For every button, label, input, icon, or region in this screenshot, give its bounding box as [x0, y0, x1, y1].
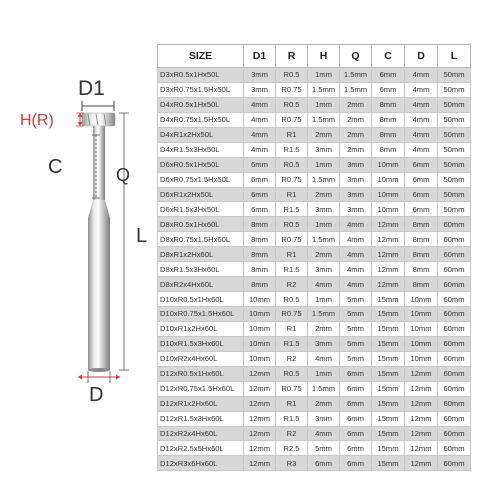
cell-d1: 3mm: [244, 82, 276, 97]
cell-d1: 10mm: [244, 307, 276, 322]
cell-c: 15mm: [372, 366, 405, 381]
cell-d1: 4mm: [244, 112, 276, 127]
cell-size: D12xR0.75x1.5Hx60L: [158, 381, 244, 396]
cell-q: 3mm: [340, 172, 372, 187]
cell-d: 6mm: [405, 157, 438, 172]
cell-d1: 6mm: [244, 202, 276, 217]
cell-r: R1: [276, 321, 308, 336]
cell-l: 60mm: [438, 396, 471, 411]
cell-c: 8mm: [372, 97, 405, 112]
cell-r: R1.5: [276, 142, 308, 157]
cell-q: 3mm: [340, 202, 372, 217]
cell-c: 12mm: [372, 232, 405, 247]
cell-q: 4mm: [340, 232, 372, 247]
cell-r: R0.5: [276, 217, 308, 232]
table-row: [158, 127, 471, 142]
table-row: [158, 112, 471, 127]
cell-l: 60mm: [438, 366, 471, 381]
table-row: [158, 366, 471, 381]
cell-d: 8mm: [405, 247, 438, 262]
cell-d: 4mm: [405, 112, 438, 127]
cell-r: R0.75: [276, 381, 308, 396]
cell-l: 60mm: [438, 307, 471, 322]
cell-d1: 12mm: [244, 441, 276, 456]
table-row: [158, 82, 471, 97]
cell-q: 2mm: [340, 127, 372, 142]
c-label: C: [48, 156, 63, 178]
cell-r: R2: [276, 351, 308, 366]
cell-l: 50mm: [438, 142, 471, 157]
tool-diagram: [0, 0, 160, 488]
cell-q: 2mm: [340, 142, 372, 157]
cell-q: 6mm: [340, 366, 372, 381]
table-row: [158, 232, 471, 247]
cell-d: 12mm: [405, 411, 438, 426]
cell-l: 50mm: [438, 187, 471, 202]
cell-h: 6mm: [308, 456, 340, 471]
cell-q: 1.5mm: [340, 82, 372, 97]
cell-size: D10xR0.75x1.5Hx60L: [158, 307, 244, 322]
cell-d: 8mm: [405, 217, 438, 232]
cell-size: D8xR0.75x1.5Hx60L: [158, 232, 244, 247]
cell-d: 12mm: [405, 396, 438, 411]
cell-h: 3mm: [308, 262, 340, 277]
cell-q: 2mm: [340, 97, 372, 112]
cell-d1: 8mm: [244, 262, 276, 277]
cell-h: 3mm: [308, 336, 340, 351]
header-d1: D1: [244, 45, 276, 68]
cell-c: 15mm: [372, 381, 405, 396]
cell-d1: 12mm: [244, 381, 276, 396]
header-c: C: [372, 45, 405, 68]
cell-l: 60mm: [438, 321, 471, 336]
header-l: L: [438, 45, 471, 68]
cell-c: 6mm: [372, 68, 405, 83]
cell-l: 60mm: [438, 247, 471, 262]
cell-c: 15mm: [372, 396, 405, 411]
cell-r: R1.5: [276, 262, 308, 277]
table-row: [158, 277, 471, 292]
cell-h: 1.5mm: [308, 307, 340, 322]
cell-h: 3mm: [308, 142, 340, 157]
table-row: [158, 351, 471, 366]
cell-l: 60mm: [438, 441, 471, 456]
cell-r: R0.75: [276, 232, 308, 247]
table-row: [158, 187, 471, 202]
header-d: D: [405, 45, 438, 68]
cell-d1: 12mm: [244, 426, 276, 441]
cell-d: 8mm: [405, 262, 438, 277]
cell-h: 2mm: [308, 396, 340, 411]
cell-h: 4mm: [308, 426, 340, 441]
cell-d1: 10mm: [244, 321, 276, 336]
cell-q: 3mm: [340, 157, 372, 172]
cell-d1: 8mm: [244, 247, 276, 262]
cell-l: 50mm: [438, 68, 471, 83]
cell-size: D8xR2x4Hx60L: [158, 277, 244, 292]
cell-h: 4mm: [308, 277, 340, 292]
table-row: [158, 336, 471, 351]
cell-r: R0.75: [276, 112, 308, 127]
cell-c: 10mm: [372, 172, 405, 187]
cell-c: 15mm: [372, 441, 405, 456]
cell-h: 2mm: [308, 187, 340, 202]
cell-d: 8mm: [405, 232, 438, 247]
cell-h: 1mm: [308, 97, 340, 112]
cell-d1: 10mm: [244, 351, 276, 366]
cell-l: 60mm: [438, 262, 471, 277]
cell-r: R2: [276, 426, 308, 441]
cell-q: 5mm: [340, 336, 372, 351]
cell-r: R1: [276, 396, 308, 411]
cell-c: 15mm: [372, 336, 405, 351]
cell-c: 15mm: [372, 307, 405, 322]
table-row: [158, 157, 471, 172]
cell-c: 12mm: [372, 262, 405, 277]
cell-q: 6mm: [340, 411, 372, 426]
cell-l: 60mm: [438, 232, 471, 247]
cutter-neck: [93, 126, 105, 200]
cell-d: 8mm: [405, 277, 438, 292]
table-body: [158, 68, 471, 471]
cell-size: D12xR2x4Hx60L: [158, 426, 244, 441]
cell-h: 1mm: [308, 217, 340, 232]
cell-l: 50mm: [438, 127, 471, 142]
cell-size: D12xR0.5x1Hx60L: [158, 366, 244, 381]
cell-d1: 12mm: [244, 366, 276, 381]
cell-d: 10mm: [405, 292, 438, 307]
cell-d: 10mm: [405, 307, 438, 322]
cell-r: R1: [276, 127, 308, 142]
cell-c: 8mm: [372, 142, 405, 157]
cell-d: 4mm: [405, 82, 438, 97]
cell-c: 10mm: [372, 202, 405, 217]
cell-size: D6xR0.75x1.5Hx50L: [158, 172, 244, 187]
cell-h: 1.5mm: [308, 82, 340, 97]
cell-l: 60mm: [438, 381, 471, 396]
cell-l: 60mm: [438, 351, 471, 366]
hr-label: H(R): [20, 112, 54, 129]
shank-end: [88, 368, 110, 372]
cell-d: 4mm: [405, 68, 438, 83]
cell-l: 50mm: [438, 97, 471, 112]
table-row: [158, 411, 471, 426]
cell-size: D12xR1x2Hx60L: [158, 396, 244, 411]
cell-size: D10xR2x4Hx60L: [158, 351, 244, 366]
header-size: SIZE: [158, 45, 244, 68]
cell-size: D3xR0.5x1Hx50L: [158, 68, 244, 83]
table-header-row: [158, 45, 471, 68]
cell-q: 4mm: [340, 262, 372, 277]
cell-l: 50mm: [438, 202, 471, 217]
cell-r: R1.5: [276, 336, 308, 351]
d1-dimension: [82, 101, 114, 111]
cell-l: 50mm: [438, 157, 471, 172]
cell-l: 60mm: [438, 277, 471, 292]
cell-l: 50mm: [438, 112, 471, 127]
cell-h: 1.5mm: [308, 172, 340, 187]
d-dimension: [78, 371, 120, 383]
cell-d1: 4mm: [244, 127, 276, 142]
cell-h: 2mm: [308, 127, 340, 142]
cell-q: 4mm: [340, 217, 372, 232]
cell-q: 5mm: [340, 321, 372, 336]
cutter-head: [82, 113, 115, 126]
cutter-taper: [88, 200, 110, 218]
table-row: [158, 217, 471, 232]
cell-r: R0.5: [276, 97, 308, 112]
cell-d1: 6mm: [244, 187, 276, 202]
cell-d: 6mm: [405, 172, 438, 187]
cell-l: 60mm: [438, 217, 471, 232]
cell-h: 1mm: [308, 68, 340, 83]
cell-r: R0.75: [276, 172, 308, 187]
cell-c: 10mm: [372, 187, 405, 202]
cell-r: R1.5: [276, 411, 308, 426]
size-table: [157, 44, 471, 471]
cell-r: R0.75: [276, 82, 308, 97]
cell-size: D12xR2.5x5Hx60L: [158, 441, 244, 456]
cell-h: 4mm: [308, 351, 340, 366]
cell-q: 6mm: [340, 441, 372, 456]
cell-size: D8xR1.5x3Hx60L: [158, 262, 244, 277]
cutter-shank: [88, 218, 110, 370]
table-row: [158, 172, 471, 187]
cell-h: 1mm: [308, 366, 340, 381]
cell-r: R0.75: [276, 307, 308, 322]
cell-l: 50mm: [438, 82, 471, 97]
cell-q: 5mm: [340, 292, 372, 307]
cell-q: 4mm: [340, 247, 372, 262]
cell-r: R0.5: [276, 366, 308, 381]
cell-c: 15mm: [372, 426, 405, 441]
cell-d1: 8mm: [244, 277, 276, 292]
cell-q: 2mm: [340, 112, 372, 127]
cell-c: 15mm: [372, 411, 405, 426]
cell-q: 6mm: [340, 381, 372, 396]
cell-size: D4xR0.75x1.5Hx50L: [158, 112, 244, 127]
cell-h: 3mm: [308, 411, 340, 426]
table-row: [158, 456, 471, 471]
cell-size: D4xR1.5x3Hx50L: [158, 142, 244, 157]
cell-size: D6xR1.5x3Hx50L: [158, 202, 244, 217]
cell-h: 1.5mm: [308, 112, 340, 127]
cell-h: 1.5mm: [308, 381, 340, 396]
cell-c: 8mm: [372, 112, 405, 127]
cell-r: R2: [276, 277, 308, 292]
table-row: [158, 396, 471, 411]
cell-size: D8xR0.5x1Hx60L: [158, 217, 244, 232]
header-r: R: [276, 45, 308, 68]
cell-size: D10xR0.5x1Hx60L: [158, 292, 244, 307]
table-row: [158, 97, 471, 112]
cell-l: 60mm: [438, 456, 471, 471]
cell-c: 6mm: [372, 82, 405, 97]
cell-q: 6mm: [340, 456, 372, 471]
d-label: D: [89, 384, 104, 406]
cell-c: 12mm: [372, 277, 405, 292]
cell-d: 12mm: [405, 426, 438, 441]
table-row: [158, 68, 471, 83]
table-row: [158, 247, 471, 262]
cell-size: D6xR0.5x1Hx50L: [158, 157, 244, 172]
q-label: Q: [116, 165, 131, 185]
cell-l: 60mm: [438, 411, 471, 426]
cell-q: 5mm: [340, 351, 372, 366]
cell-d: 12mm: [405, 441, 438, 456]
cell-d: 10mm: [405, 351, 438, 366]
table-row: [158, 292, 471, 307]
cell-size: D3xR0.75x1.5Hx50L: [158, 82, 244, 97]
table-row: [158, 307, 471, 322]
table-row: [158, 262, 471, 277]
cell-d1: 12mm: [244, 456, 276, 471]
cell-c: 8mm: [372, 127, 405, 142]
cell-d: 12mm: [405, 366, 438, 381]
cell-h: 2mm: [308, 321, 340, 336]
table-row: [158, 142, 471, 157]
cell-r: R3: [276, 456, 308, 471]
cell-d: 4mm: [405, 127, 438, 142]
d1-label: D1: [78, 77, 105, 100]
cell-d: 6mm: [405, 187, 438, 202]
cell-r: R1.5: [276, 202, 308, 217]
cell-d1: 4mm: [244, 97, 276, 112]
cell-d: 10mm: [405, 336, 438, 351]
cell-d1: 12mm: [244, 411, 276, 426]
cell-d1: 6mm: [244, 157, 276, 172]
cell-size: D4xR0.5x1Hx50L: [158, 97, 244, 112]
cell-size: D4xR1x2Hx50L: [158, 127, 244, 142]
cell-q: 6mm: [340, 426, 372, 441]
cell-size: D12xR1.5x3Hx60L: [158, 411, 244, 426]
cell-c: 15mm: [372, 351, 405, 366]
cell-d1: 8mm: [244, 217, 276, 232]
cell-size: D8xR1x2Hx60L: [158, 247, 244, 262]
l-label: L: [136, 225, 148, 247]
cell-l: 50mm: [438, 172, 471, 187]
cell-h: 1mm: [308, 157, 340, 172]
cell-d1: 3mm: [244, 68, 276, 83]
cell-l: 60mm: [438, 336, 471, 351]
cell-d1: 8mm: [244, 232, 276, 247]
cell-c: 15mm: [372, 292, 405, 307]
table-row: [158, 426, 471, 441]
cell-d: 12mm: [405, 381, 438, 396]
cell-d: 4mm: [405, 142, 438, 157]
table-row: [158, 321, 471, 336]
cell-c: 12mm: [372, 217, 405, 232]
cell-q: 4mm: [340, 277, 372, 292]
cell-d: 12mm: [405, 456, 438, 471]
cell-d: 6mm: [405, 202, 438, 217]
cell-l: 60mm: [438, 292, 471, 307]
cell-d1: 10mm: [244, 336, 276, 351]
cell-r: R0.5: [276, 157, 308, 172]
cell-l: 60mm: [438, 426, 471, 441]
size-table-container: [157, 44, 470, 471]
cell-c: 15mm: [372, 456, 405, 471]
cell-c: 12mm: [372, 247, 405, 262]
cell-d1: 10mm: [244, 292, 276, 307]
cell-d1: 4mm: [244, 142, 276, 157]
header-h: H: [308, 45, 340, 68]
cell-d1: 12mm: [244, 396, 276, 411]
cell-q: 1.5mm: [340, 68, 372, 83]
cell-r: R0.5: [276, 68, 308, 83]
cell-size: D10xR1.5x3Hx60L: [158, 336, 244, 351]
cell-h: 1mm: [308, 292, 340, 307]
cell-r: R2.5: [276, 441, 308, 456]
cell-h: 2mm: [308, 247, 340, 262]
cell-size: D12xR3x6Hx60L: [158, 456, 244, 471]
cell-q: 5mm: [340, 307, 372, 322]
cell-h: 1.5mm: [308, 232, 340, 247]
cell-r: R1: [276, 187, 308, 202]
l-dimension: [119, 113, 129, 370]
cell-c: 10mm: [372, 157, 405, 172]
cell-c: 15mm: [372, 321, 405, 336]
cell-r: R1: [276, 247, 308, 262]
cell-q: 6mm: [340, 396, 372, 411]
table-row: [158, 441, 471, 456]
cell-size: D6xR1x2Hx50L: [158, 187, 244, 202]
cell-d: 10mm: [405, 321, 438, 336]
table-row: [158, 381, 471, 396]
cell-h: 5mm: [308, 441, 340, 456]
cell-h: 3mm: [308, 202, 340, 217]
table-row: [158, 202, 471, 217]
cell-size: D10xR1x2Hx60L: [158, 321, 244, 336]
cell-d1: 6mm: [244, 172, 276, 187]
cell-d: 4mm: [405, 97, 438, 112]
header-q: Q: [340, 45, 372, 68]
cell-r: R0.5: [276, 292, 308, 307]
cell-q: 3mm: [340, 187, 372, 202]
